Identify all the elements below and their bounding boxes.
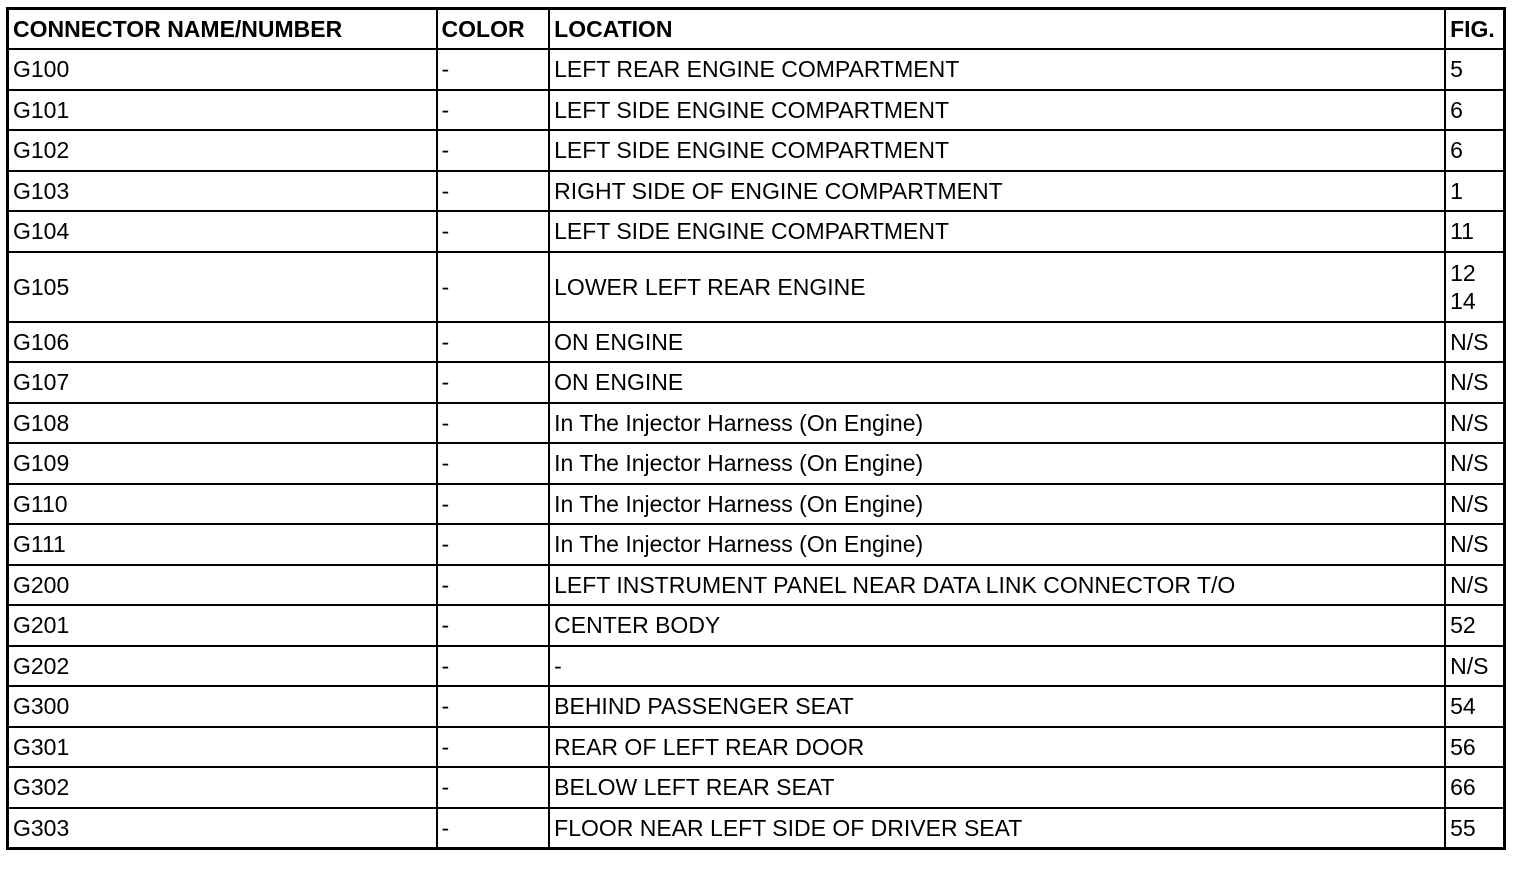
fig-cell [1445,808,1504,849]
location-cell: LOWER LEFT REAR ENGINE [549,252,1445,322]
location-cell: LEFT REAR ENGINE COMPARTMENT [549,49,1445,90]
location-cell: In The Injector Harness (On Engine) [549,443,1445,484]
connector-name-cell: G103 [8,171,437,212]
table-row [8,130,1505,171]
color-cell: - [437,322,550,363]
connector-name-cell: G111 [8,524,437,565]
color-cell: - [437,808,550,849]
table-row [8,362,1505,403]
table-row [8,443,1505,484]
table-row [8,727,1505,768]
table-row [8,211,1505,252]
table-row [8,605,1505,646]
fig-value: 66 [1450,774,1476,801]
color-cell: - [437,565,550,606]
color-cell: - [437,727,550,768]
fig-cell [1445,211,1504,252]
color-cell: - [437,171,550,212]
location-cell: BEHIND PASSENGER SEAT [549,686,1445,727]
connector-name-cell: G300 [8,686,437,727]
fig-value: N/S [1450,531,1489,558]
fig-value: N/S [1450,409,1489,436]
fig-cell [1445,484,1504,525]
location-cell: - [549,646,1445,687]
fig-cell [1445,686,1504,727]
fig-value: 6 [1450,96,1463,123]
connector-name-cell: G105 [8,252,437,322]
connector-table [6,7,1506,850]
location-cell: FLOOR NEAR LEFT SIDE OF DRIVER SEAT [549,808,1445,849]
fig-value: 55 [1450,814,1476,841]
fig-value: N/S [1450,490,1489,517]
connector-name-cell: G303 [8,808,437,849]
fig-cell [1445,252,1504,322]
fig-value: 54 [1450,693,1476,720]
connector-name-cell: G110 [8,484,437,525]
fig-value: N/S [1450,369,1489,396]
table-row [8,171,1505,212]
table-row [8,565,1505,606]
table-row [8,767,1505,808]
header-color: COLOR [437,9,550,50]
fig-cell [1445,727,1504,768]
fig-cell [1445,403,1504,444]
header-row [8,9,1505,50]
fig-cell [1445,646,1504,687]
connector-name-cell: G107 [8,362,437,403]
connector-name-cell: G301 [8,727,437,768]
color-cell: - [437,403,550,444]
color-cell: - [437,767,550,808]
table-row [8,322,1505,363]
location-cell: REAR OF LEFT REAR DOOR [549,727,1445,768]
location-cell: CENTER BODY [549,605,1445,646]
color-cell: - [437,252,550,322]
connector-name-cell: G202 [8,646,437,687]
fig-value: 56 [1450,733,1476,760]
table-row [8,686,1505,727]
connector-name-cell: G108 [8,403,437,444]
location-cell: In The Injector Harness (On Engine) [549,484,1445,525]
location-cell: LEFT SIDE ENGINE COMPARTMENT [549,130,1445,171]
connector-name-cell: G104 [8,211,437,252]
table-row [8,646,1505,687]
color-cell: - [437,49,550,90]
fig-cell [1445,49,1504,90]
header-connector-name: CONNECTOR NAME/NUMBER [8,9,437,50]
fig-value: 52 [1450,612,1476,639]
connector-name-cell: G101 [8,90,437,131]
color-cell: - [437,443,550,484]
header-fig: FIG. [1445,9,1504,50]
location-cell: RIGHT SIDE OF ENGINE COMPARTMENT [549,171,1445,212]
fig-value: 11 [1450,218,1474,245]
fig-cell [1445,130,1504,171]
connector-name-cell: G302 [8,767,437,808]
color-cell: - [437,484,550,525]
table-row [8,484,1505,525]
location-cell: LEFT SIDE ENGINE COMPARTMENT [549,90,1445,131]
table-row [8,252,1505,322]
color-cell: - [437,362,550,403]
table-row [8,49,1505,90]
fig-value: N/S [1450,450,1489,477]
location-cell: LEFT SIDE ENGINE COMPARTMENT [549,211,1445,252]
color-cell: - [437,524,550,565]
connector-name-cell: G106 [8,322,437,363]
fig-cell [1445,565,1504,606]
fig-cell [1445,605,1504,646]
connector-name-cell: G109 [8,443,437,484]
connector-name-cell: G200 [8,565,437,606]
fig-cell [1445,171,1504,212]
connector-table-container [6,7,1506,850]
color-cell: - [437,130,550,171]
fig-cell [1445,767,1504,808]
fig-cell [1445,362,1504,403]
color-cell: - [437,646,550,687]
fig-cell [1445,90,1504,131]
fig-value: 1 [1450,177,1463,204]
fig-value: N/S [1450,571,1489,598]
connector-name-cell: G201 [8,605,437,646]
fig-cell [1445,524,1504,565]
fig-value: N/S [1450,328,1489,355]
location-cell: BELOW LEFT REAR SEAT [549,767,1445,808]
fig-value: 12 [1450,259,1476,286]
connector-name-cell: G100 [8,49,437,90]
fig-value: 6 [1450,137,1463,164]
location-cell: In The Injector Harness (On Engine) [549,403,1445,444]
location-cell: ON ENGINE [549,322,1445,363]
color-cell: - [437,686,550,727]
color-cell: - [437,90,550,131]
location-cell: ON ENGINE [549,362,1445,403]
table-row [8,524,1505,565]
color-cell: - [437,605,550,646]
table-row [8,808,1505,849]
table-row [8,90,1505,131]
connector-name-cell: G102 [8,130,437,171]
fig-value: 14 [1450,287,1476,314]
table-body [8,49,1505,849]
location-cell: In The Injector Harness (On Engine) [549,524,1445,565]
fig-value: 5 [1450,56,1463,83]
fig-cell [1445,322,1504,363]
header-location: LOCATION [549,9,1445,50]
table-row [8,403,1505,444]
fig-cell [1445,443,1504,484]
fig-value: N/S [1450,652,1489,679]
color-cell: - [437,211,550,252]
location-cell: LEFT INSTRUMENT PANEL NEAR DATA LINK CONNECTOR T/O [549,565,1445,606]
